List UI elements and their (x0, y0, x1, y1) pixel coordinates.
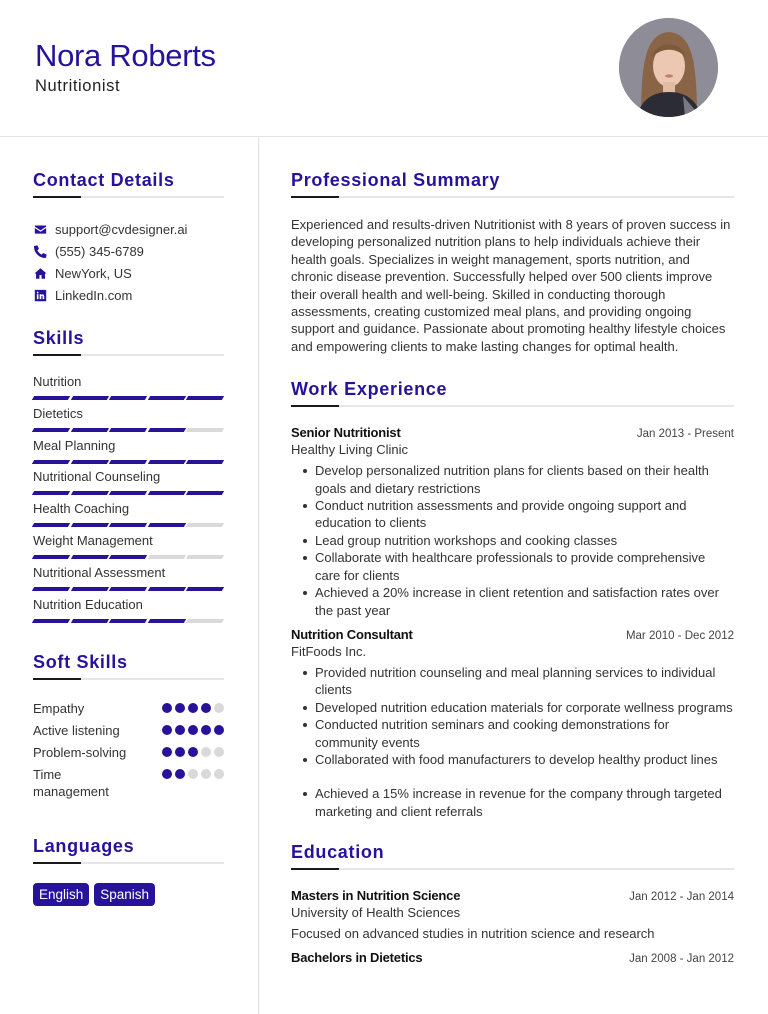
soft-skill-label: Empathy (33, 701, 85, 717)
soft-skill-rating (162, 722, 224, 739)
skill-level-segment (109, 396, 147, 400)
job-bullet: Provided nutrition counseling and meal planning services to individual clients (291, 664, 734, 699)
section-title: Soft Skills (33, 652, 128, 673)
section-divider (33, 678, 224, 680)
skill-level-segment (70, 587, 108, 591)
job-date: Jan 2013 - Present (636, 428, 734, 441)
job-bullet: Achieved a 15% increase in revenue for the company through targeted marketing and client referrals (291, 785, 734, 820)
job-company: FitFoods Inc. (291, 643, 367, 659)
contact-email[interactable] (33, 218, 224, 240)
summary-text: Experienced and results-driven Nutritionist with 8 years of proven success in developing personalized nutrition plans to help individuals achieve their health goals. Specializes in weight management, sports nutrition, and chronic disease prevention. Successfully helped over 500 clients improve their overall health and well-being. Skilled in conducting thorough assessments, creating customized meal plans, and providing ongoing support and guidance. Passionate about promoting healthy lifestyle choices and empowering clients to make lasting changes for optimal health. (291, 217, 731, 354)
skill-level-segment (32, 491, 70, 495)
rating-dot (201, 747, 211, 757)
skill-level-segment (186, 460, 224, 464)
skill-level-bar (33, 555, 224, 559)
rating-dot (201, 769, 211, 779)
skill-level-segment (32, 396, 70, 400)
skill-level-segment (186, 396, 224, 400)
skill-label: Weight Management (33, 532, 153, 548)
skill-level-segment (186, 619, 224, 623)
skills-section (33, 328, 224, 627)
section-divider (33, 354, 224, 356)
job-title: Senior Nutritionist (291, 425, 401, 441)
skill-level-segment (70, 523, 108, 527)
language-badge: English (33, 883, 89, 906)
skills-list (33, 373, 224, 627)
rating-dot (214, 703, 224, 713)
soft-skill-item (33, 722, 224, 739)
skill-level-segment (109, 460, 147, 464)
skill-item (33, 564, 224, 596)
job-bullet: Collaborated with food manufacturers to develop healthy product lines (291, 751, 734, 768)
home-icon (33, 266, 47, 280)
job-bullet: Conduct nutrition assessments and provide ongoing support and education to clients (291, 497, 734, 532)
skill-level-bar (33, 491, 224, 495)
soft-skill-label: Time management (33, 767, 109, 800)
skill-item (33, 500, 224, 532)
skill-level-segment (32, 428, 70, 432)
language-badge: Spanish (94, 883, 155, 906)
rating-dot (188, 725, 198, 735)
rating-dot (162, 769, 172, 779)
education-section (291, 842, 734, 965)
skill-level-segment (70, 491, 108, 495)
contact-linkedin[interactable] (33, 284, 224, 306)
skill-level-segment (32, 587, 70, 591)
rating-dot (214, 769, 224, 779)
sidebar (33, 137, 224, 906)
education-date: Jan 2012 - Jan 2014 (629, 891, 734, 904)
rating-dot (175, 747, 185, 757)
skill-level-bar (33, 396, 224, 400)
skill-level-segment (186, 428, 224, 432)
skill-level-segment (70, 460, 108, 464)
skill-item (33, 437, 224, 469)
skill-label: Nutrition Education (33, 596, 143, 612)
skill-level-segment (70, 428, 108, 432)
soft-skill-item (33, 744, 224, 761)
education-entry (291, 950, 734, 965)
job-bullet: Develop personalized nutrition plans for clients based on their health goals and dietary restrictions (291, 462, 734, 497)
skill-level-segment (109, 619, 147, 623)
rating-dot (201, 703, 211, 713)
skill-label: Meal Planning (33, 437, 116, 453)
skill-level-segment (32, 555, 70, 559)
skill-level-segment (186, 491, 224, 495)
section-divider (291, 405, 734, 407)
contact-phone-text: (555) 345-6789 (55, 243, 144, 259)
rating-dot (162, 725, 172, 735)
profile-photo (619, 18, 718, 117)
skill-item (33, 532, 224, 564)
job-entry (291, 425, 734, 619)
skill-level-segment (186, 555, 224, 559)
column-divider (258, 137, 259, 1014)
rating-dot (175, 725, 185, 735)
education-description: Focused on advanced studies in nutrition science and research (291, 926, 655, 942)
skill-label: Nutritional Assessment (33, 564, 166, 580)
contact-phone[interactable] (33, 240, 224, 262)
job-company: Healthy Living Clinic (291, 442, 409, 458)
skill-level-segment (109, 555, 147, 559)
contact-location-text: NewYork, US (55, 265, 132, 281)
rating-dot (201, 725, 211, 735)
job-bullets (291, 664, 734, 820)
portrait-image (619, 18, 718, 117)
resume-header (0, 0, 768, 137)
section-divider (33, 862, 224, 864)
skill-label: Nutrition (33, 374, 82, 389)
soft-skill-rating (162, 766, 224, 800)
rating-dot (188, 703, 198, 713)
job-bullet: Conducted nutrition seminars and cooking demonstrations for community events (291, 716, 734, 751)
skill-level-bar (33, 619, 224, 623)
skill-label: Dietetics (33, 405, 83, 421)
skill-item (33, 373, 224, 405)
education-date: Jan 2008 - Jan 2012 (629, 953, 734, 966)
contact-location (33, 262, 224, 284)
skill-level-segment (109, 523, 147, 527)
contact-list (33, 218, 224, 306)
contact-section (33, 170, 224, 306)
job-entry (291, 627, 734, 820)
skill-item (33, 405, 224, 437)
rating-dot (175, 769, 185, 779)
section-title: Education (291, 842, 385, 863)
candidate-name: Nora Roberts (35, 38, 216, 73)
rating-dot (188, 769, 198, 779)
skill-level-segment (109, 491, 147, 495)
contact-linkedin-text: LinkedIn.com (55, 287, 133, 303)
skill-level-bar (33, 587, 224, 591)
rating-dot (162, 703, 172, 713)
job-date: Mar 2010 - Dec 2012 (625, 629, 734, 642)
job-bullet: Collaborate with healthcare professionals to provide comprehensive care for clients (291, 549, 734, 584)
soft-skill-rating (162, 700, 224, 717)
skill-item (33, 596, 224, 628)
section-title: Languages (33, 836, 135, 857)
job-bullets (291, 462, 734, 619)
skill-level-segment (109, 428, 147, 432)
skill-level-segment (148, 619, 186, 623)
section-divider (291, 196, 734, 198)
phone-icon (33, 244, 47, 258)
soft-skill-rating (162, 744, 224, 761)
job-bullet: Lead group nutrition workshops and cooking classes (291, 532, 734, 549)
section-title: Work Experience (291, 379, 448, 400)
job-title: Nutrition Consultant (291, 626, 413, 642)
skill-level-segment (186, 523, 224, 527)
education-entry (291, 888, 734, 941)
summary-section (291, 170, 734, 355)
soft-skills-list (33, 700, 224, 800)
soft-skill-item (33, 766, 224, 800)
soft-skills-section (33, 652, 224, 800)
skill-level-segment (148, 523, 186, 527)
skill-level-segment (186, 587, 224, 591)
rating-dot (188, 747, 198, 757)
skill-level-segment (148, 587, 186, 591)
main-content (291, 137, 734, 965)
skill-item (33, 468, 224, 500)
rating-dot (175, 703, 185, 713)
section-title: Professional Summary (291, 170, 501, 190)
skill-level-segment (148, 555, 186, 559)
soft-skill-label: Active listening (33, 723, 120, 739)
soft-skill-item (33, 700, 224, 717)
skill-level-bar (33, 523, 224, 527)
degree-title: Bachelors in Dietetics (291, 950, 423, 966)
skill-level-segment (148, 428, 186, 432)
languages-section (33, 836, 224, 906)
language-list (33, 883, 224, 906)
rating-dot (214, 725, 224, 735)
skill-level-bar (33, 460, 224, 464)
section-divider (33, 196, 224, 198)
skill-level-bar (33, 428, 224, 432)
skill-level-segment (70, 396, 108, 400)
skill-level-segment (148, 396, 186, 400)
skill-label: Health Coaching (33, 501, 130, 517)
section-divider (291, 868, 734, 870)
contact-email-text: support@cvdesigner.ai (55, 221, 188, 237)
skill-level-segment (148, 491, 186, 495)
rating-dot (214, 747, 224, 757)
rating-dot (162, 747, 172, 757)
experience-section (291, 379, 734, 820)
skill-level-segment (32, 619, 70, 623)
skill-level-segment (32, 460, 70, 464)
section-title: Contact Details (33, 170, 175, 190)
linkedin-icon (33, 288, 47, 302)
candidate-title: Nutritionist (35, 77, 121, 95)
soft-skill-label: Problem-solving (33, 745, 127, 761)
skill-level-segment (70, 555, 108, 559)
skill-label: Nutritional Counseling (33, 469, 161, 485)
skill-level-segment (148, 460, 186, 464)
skill-level-segment (70, 619, 108, 623)
skill-level-segment (109, 587, 147, 591)
job-bullet: Achieved a 20% increase in client retention and satisfaction rates over the past year (291, 584, 734, 619)
job-bullet: Developed nutrition education materials for corporate wellness programs (291, 699, 734, 716)
section-title: Skills (33, 328, 85, 348)
skill-level-segment (32, 523, 70, 527)
school-name: University of Health Sciences (291, 905, 461, 921)
degree-title: Masters in Nutrition Science (291, 888, 461, 904)
envelope-icon (33, 222, 47, 236)
